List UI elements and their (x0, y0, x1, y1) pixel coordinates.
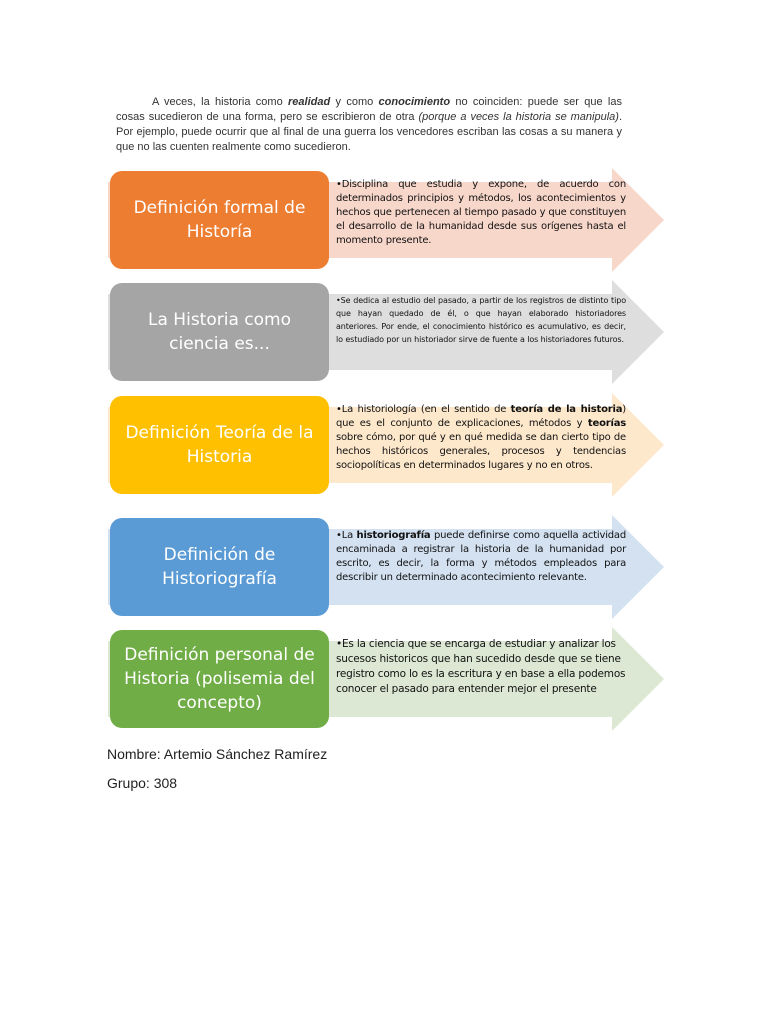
title-box: Definición formal de Historía (110, 171, 329, 269)
description-text: •La historiografía puede definirse como aquella actividad encaminada a registrar la historia de la humanidad por escrito, es decir, la forma y métodos empleados para describir un determinado acontecimiento relevante. (336, 530, 626, 583)
intro-paragraph: A veces, la historia como realidad y como conocimiento no coinciden: puede ser que las cosas sucedieron de una forma, pero se escribieron de otra (porque a veces la historia se manipula). Por ejemplo, puede ocurrir que al final de una guerra los vencedores escriban las cosas a su manera y que no las cuenten realmente como sucedieron. (116, 96, 623, 153)
row-historia-ciencia (108, 280, 664, 384)
description-text: •Es la ciencia que se encarga de estudiar y analizar los sucesos historicos que han sucedido desde que se tiene registro como lo es la escritura y en base a ella podemos conocer el pasado para entender mejor el presente (336, 638, 626, 695)
description-text: •La historiología (en el sentido de teoría de la historia) que es el conjunto de explicaciones, métodos y teorías sobre cómo, por qué y en qué medida se dan cierto tipo de hechos históricos generales, procesos y tendencias sociopolíticas en determinados lugares y no en otros. (336, 404, 626, 471)
row-teoria-historia (108, 393, 664, 497)
row-historiografia (108, 515, 664, 619)
row-definicion-personal (108, 627, 664, 731)
student-group: Grupo: 308 (107, 775, 178, 791)
conocimiento-emphasis: conocimiento (378, 96, 451, 108)
realidad-emphasis: realidad (288, 96, 331, 108)
title-box: La Historia como ciencia es... (110, 283, 329, 381)
row-definicion-formal (108, 168, 664, 272)
description-text: •Disciplina que estudia y expone, de acuerdo con determinados principios y métodos, los acontecimientos y hechos que pertenecen al tiempo pasado y que constituyen el desarrollo de la humanidad desde sus orígenes hasta el momento presente. (336, 179, 626, 246)
student-name: Nombre: Artemio Sánchez Ramírez (107, 746, 328, 762)
title-box: Definición de Historiografía (110, 518, 329, 616)
title-box: Definición personal de Historia (polisemia del concepto) (110, 630, 329, 728)
description-text: •Se dedica al estudio del pasado, a partir de los registros de distinto tipo que hayan quedado de él, o que hayan elaborado historiadores anteriores. Por ende, el conocimiento histórico es acumulativo, es decir, lo estudiado por un historiador sirve de fuente a los historiadores futuros. (336, 296, 626, 344)
manipula-emphasis: (porque a veces la historia se manipula) (418, 111, 619, 123)
title-box: Definición Teoría de la Historia (110, 396, 329, 494)
